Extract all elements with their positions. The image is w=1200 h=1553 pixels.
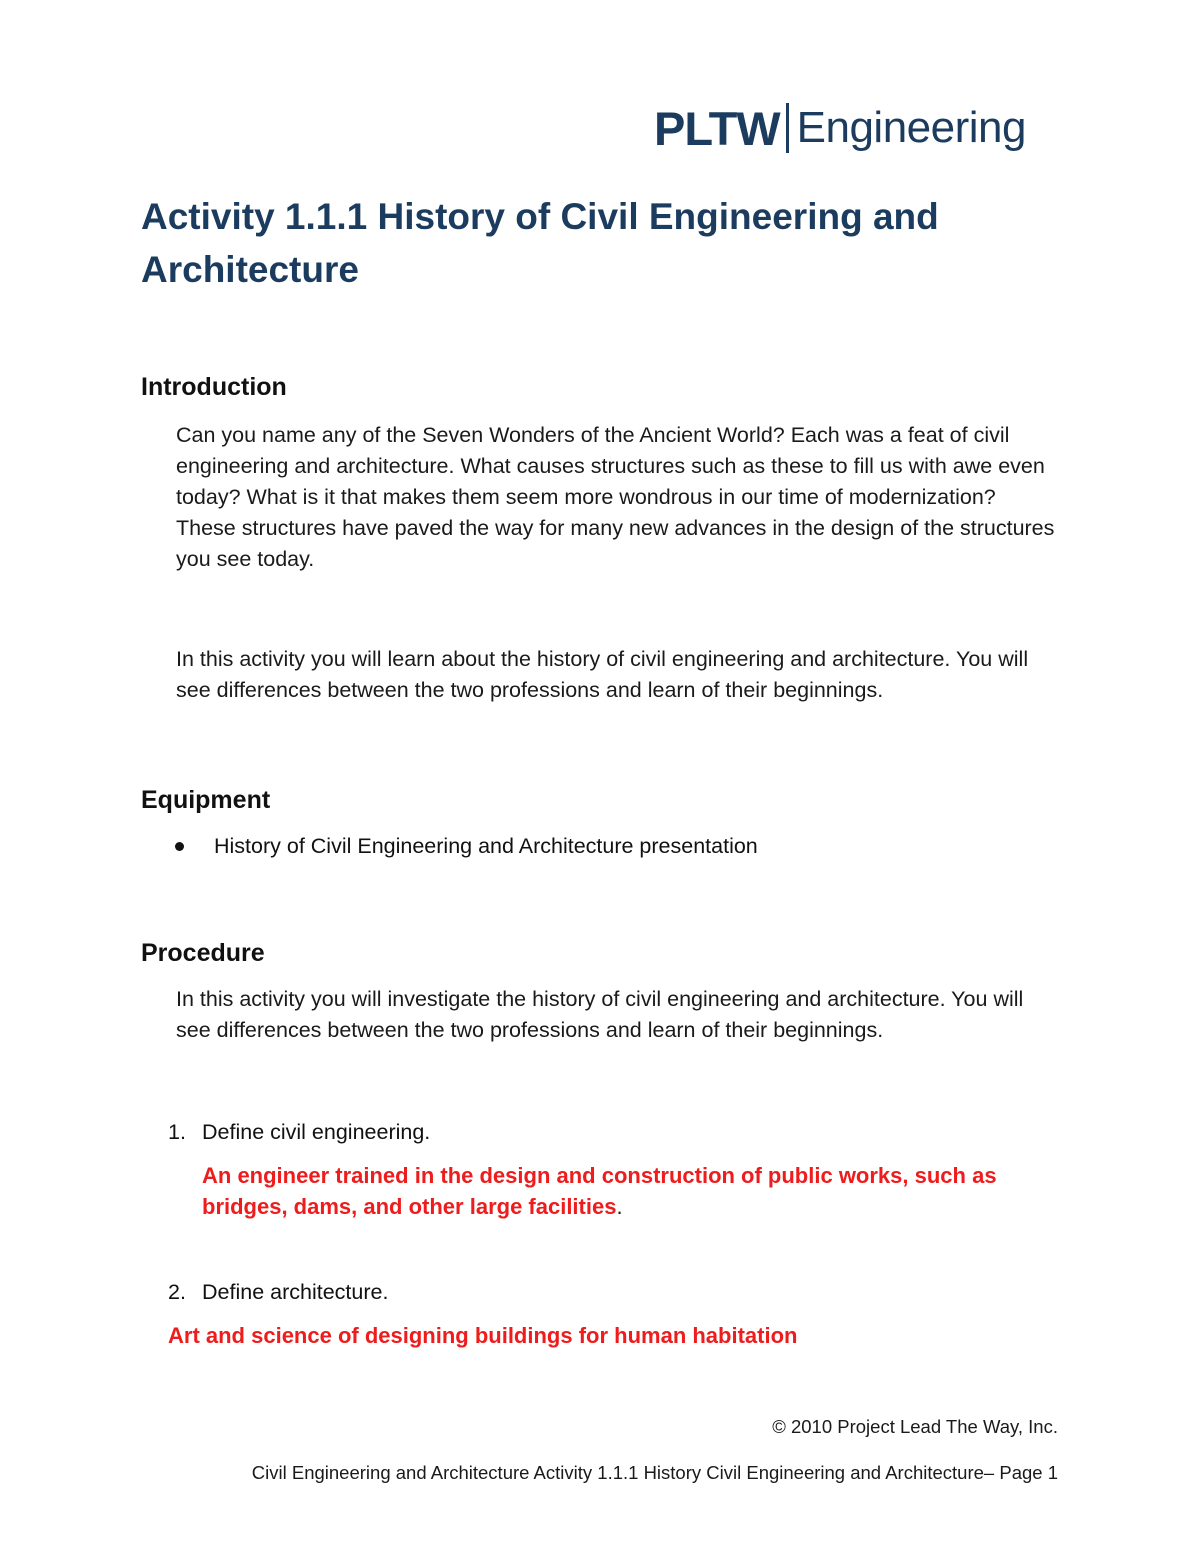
answer-2: Art and science of designing buildings for human habitation [168,1323,798,1348]
procedure-paragraph: In this activity you will investigate the history of civil engineering and architecture. You will see differences between the two professions and learn of their beginnings. [176,987,1024,1042]
equipment-heading: Equipment [141,786,271,814]
equipment-item-label: History of Civil Engineering and Architecture presentation [214,834,758,858]
question-number: 1. [168,1120,186,1144]
question-2 [168,1277,388,1308]
introduction-paragraph-2: In this activity you will learn about the history of civil engineering and architecture. You will see differences between the two professions and learn of their beginnings. [176,647,1029,702]
bullet-icon [175,842,184,851]
question-number: 2. [168,1280,186,1304]
pltw-engineering-logo [654,100,1026,156]
question-prompt: Define architecture. [202,1280,389,1304]
logo-mark: PLTW [654,101,780,155]
page-title: Activity 1.1.1 History of Civil Engineering and Architecture [141,196,939,290]
answer-1-suffix: . [616,1194,623,1219]
logo-separator [786,103,789,153]
answer-1 [202,1160,1072,1222]
introduction-paragraph-1: Can you name any of the Seven Wonders of the Ancient World? Each was a feat of civil engineering and architecture. What causes structures such as these to fill us with awe even today? What is it that makes them seem more wondrous in our time of modernization? These structures have paved the way for many new advances in the design of the structures you see today. [176,423,1055,571]
procedure-heading: Procedure [141,939,265,967]
equipment-list-item [171,831,758,862]
page-footer: Civil Engineering and Architecture Activity 1.1.1 History Civil Engineering and Architecture– Page 1 [251,1462,1058,1483]
question-prompt: Define civil engineering. [202,1120,431,1144]
question-1 [168,1117,430,1148]
introduction-heading: Introduction [141,373,287,401]
answer-1-text: An engineer trained in the design and construction of public works, such as bridges, dams, and other large facilities [202,1163,997,1219]
copyright-notice: © 2010 Project Lead The Way, Inc. [772,1416,1058,1437]
logo-word: Engineering [796,103,1026,152]
